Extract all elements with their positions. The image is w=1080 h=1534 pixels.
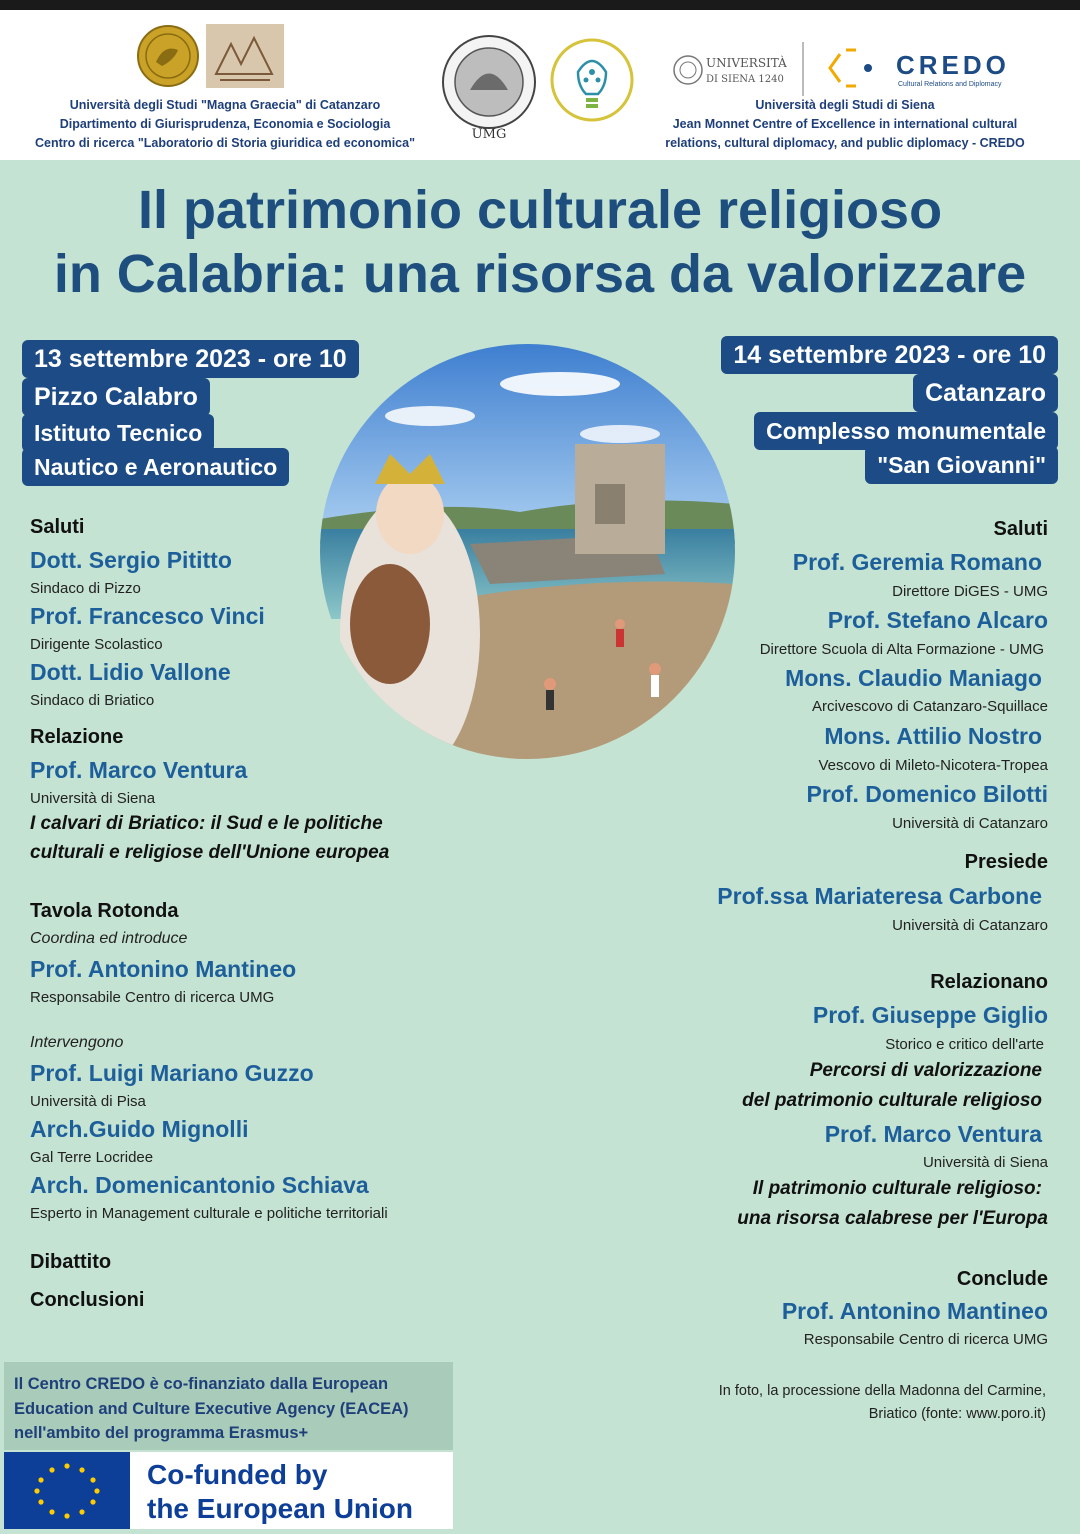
right-speaker-role: Arcivescovo di Catanzaro-Squillace <box>812 698 1048 715</box>
left-speaker-role: Esperto in Management culturale e politiche territoriali <box>30 1205 388 1222</box>
left-speaker-role: Università di Siena <box>30 790 156 807</box>
left-speaker-name: Dott. Sergio Pititto <box>30 547 232 573</box>
left-relazione-heading: Relazione <box>30 726 124 748</box>
left-speaker-role: Dirigente Scolastico <box>30 636 163 653</box>
left-speaker-role: Gal Terre Locridee <box>30 1149 154 1166</box>
svg-text:DI SIENA 1240: DI SIENA 1240 <box>706 74 784 85</box>
right-speaker-name: Prof. Geremia Romano <box>792 549 1042 575</box>
eu-text-line-2: the European Union <box>147 1493 413 1524</box>
historical-drawing-logo <box>206 24 284 88</box>
header-right-line: Jean Monnet Centre of Excellence in international cultural <box>672 117 1018 131</box>
left-saluti-heading: Saluti <box>30 516 85 538</box>
svg-text:Cultural Relations and Diploma: Cultural Relations and Diplomacy <box>898 81 1002 88</box>
right-speaker-name: Mons. Claudio Maniago <box>785 665 1042 691</box>
right-speaker-role: Vescovo di Mileto-Nicotera-Tropea <box>818 757 1048 774</box>
header-left-line: Dipartimento di Giurisprudenza, Economia e Sociologia <box>59 117 391 131</box>
right-speaker-role: Direttore DiGES - UMG <box>892 583 1048 600</box>
left-coordina-label: Coordina ed introduce <box>30 930 188 947</box>
right-venue-pill-2: "San Giovanni" <box>865 446 1058 484</box>
right-talk-title: del patrimonio culturale religioso <box>742 1090 1042 1111</box>
credo-logo <box>826 40 1026 96</box>
eu-flag-icon <box>4 1452 130 1529</box>
right-speaker-name: Prof. Stefano Alcaro <box>827 607 1048 633</box>
top-dark-strip <box>0 0 1080 10</box>
left-date-pill: 13 settembre 2023 - ore 10 <box>22 340 359 378</box>
right-speaker-role: Responsabile Centro di ricerca UMG <box>803 1331 1048 1348</box>
photo-caption-line-2: Briatico (fonte: www.poro.it) <box>868 1406 1046 1422</box>
left-speaker-name: Prof. Antonino Mantineo <box>30 956 297 982</box>
left-speaker-name: Arch. Domenicantonio Schiava <box>30 1172 369 1198</box>
left-speaker-name: Dott. Lidio Vallone <box>30 659 231 685</box>
right-speaker-name: Prof. Marco Ventura <box>824 1121 1042 1147</box>
right-speaker-name: Mons. Attilio Nostro <box>824 723 1042 749</box>
credo-note-line: Il Centro CREDO è co-finanziato dalla European <box>14 1375 389 1393</box>
left-speaker-role: Responsabile Centro di ricerca UMG <box>30 989 275 1006</box>
left-speaker-role: Sindaco di Briatico <box>30 692 155 709</box>
credo-note-line: nell'ambito del programma Erasmus+ <box>14 1424 309 1442</box>
eu-text-line-1: Co-funded by <box>147 1459 328 1490</box>
right-date-pill: 14 settembre 2023 - ore 10 <box>721 336 1058 374</box>
right-talk-title: Percorsi di valorizzazione <box>809 1060 1042 1081</box>
left-talk-title: culturali e religiose dell'Unione europea <box>30 842 390 863</box>
bulb-logo <box>548 32 636 142</box>
right-venue-pill-1: Complesso monumentale <box>754 412 1058 450</box>
header-left-line: Centro di ricerca "Laboratorio di Storia giuridica ed economica" <box>35 136 415 150</box>
left-tavola-heading: Tavola Rotonda <box>30 900 179 922</box>
siena-university-logo <box>672 50 787 90</box>
left-intervengono-label: Intervengono <box>30 1034 124 1051</box>
left-speaker-name: Prof. Marco Ventura <box>30 757 248 783</box>
right-speaker-name: Prof. Giuseppe Giglio <box>812 1002 1048 1028</box>
right-speaker-role: Università di Siena <box>922 1154 1048 1171</box>
left-speaker-name: Prof. Luigi Mariano Guzzo <box>30 1060 314 1086</box>
credo-note-line: Education and Culture Executive Agency (EACEA) <box>14 1399 409 1418</box>
title-line-1: Il patrimonio culturale religioso <box>137 180 943 240</box>
header <box>0 10 1080 160</box>
svg-text:UNIVERSITÀ: UNIVERSITÀ <box>706 56 787 70</box>
poster-title <box>0 178 1080 306</box>
header-right-line: Università degli Studi di Siena <box>755 98 935 112</box>
left-speaker-name: Arch.Guido Mignolli <box>30 1116 249 1142</box>
left-conclusioni-heading: Conclusioni <box>30 1289 145 1311</box>
left-speaker-role: Università di Pisa <box>30 1093 146 1110</box>
right-conclude-heading: Conclude <box>956 1268 1048 1290</box>
photo-caption-line-1: In foto, la processione della Madonna del Carmine, <box>718 1383 1046 1399</box>
title-line-2: in Calabria: una risorsa da valorizzare <box>53 244 1027 304</box>
right-relazionano-heading: Relazionano <box>930 971 1048 993</box>
right-speaker-name: Prof. Domenico Bilotti <box>806 781 1048 807</box>
right-speaker-role: Università di Catanzaro <box>892 917 1048 934</box>
photo-caption <box>640 1380 1046 1426</box>
svg-text:CREDO: CREDO <box>896 50 1010 80</box>
magna-graecia-coin-logo <box>136 24 200 88</box>
right-talk-title: una risorsa calabrese per l'Europa <box>737 1208 1048 1229</box>
right-speaker-name: Prof.ssa Mariateresa Carbone <box>717 883 1042 909</box>
left-dibattito-heading: Dibattito <box>30 1251 112 1273</box>
right-place-pill: Catanzaro <box>913 374 1058 412</box>
umg-seal-logo <box>440 32 538 142</box>
header-left-institution <box>10 96 440 153</box>
eu-cofunded-text <box>147 1458 413 1526</box>
event-poster <box>0 10 1080 1534</box>
header-left-line: Università degli Studi "Magna Graecia" di Catanzaro <box>69 98 381 112</box>
logo-divider <box>802 42 804 96</box>
right-talk-title: Il patrimonio culturale religioso: <box>752 1178 1042 1199</box>
header-right-institution <box>630 96 1060 153</box>
right-speaker-role: Università di Catanzaro <box>892 815 1048 832</box>
left-speaker-name: Prof. Francesco Vinci <box>30 603 265 629</box>
credo-funding-note <box>4 1362 453 1450</box>
right-presiede-heading: Presiede <box>964 851 1048 873</box>
left-talk-title: I calvari di Briatico: il Sud e le politiche <box>30 813 383 834</box>
right-saluti-heading: Saluti <box>993 518 1048 540</box>
left-speaker-role: Sindaco di Pizzo <box>30 580 141 597</box>
right-speaker-role: Direttore Scuola di Alta Formazione - UMG <box>759 641 1044 658</box>
header-right-line: relations, cultural diplomacy, and public diplomacy - CREDO <box>665 136 1025 150</box>
procession-photo <box>320 344 735 759</box>
left-venue-pill-2: Nautico e Aeronautico <box>22 448 289 486</box>
right-speaker-role: Storico e critico dell'arte <box>885 1036 1044 1053</box>
left-venue-pill-1: Istituto Tecnico <box>22 414 214 452</box>
svg-text:UMG: UMG <box>471 127 507 142</box>
eu-cofunded-banner <box>4 1452 453 1529</box>
right-speaker-name: Prof. Antonino Mantineo <box>781 1298 1048 1324</box>
left-place-pill: Pizzo Calabro <box>22 378 210 416</box>
